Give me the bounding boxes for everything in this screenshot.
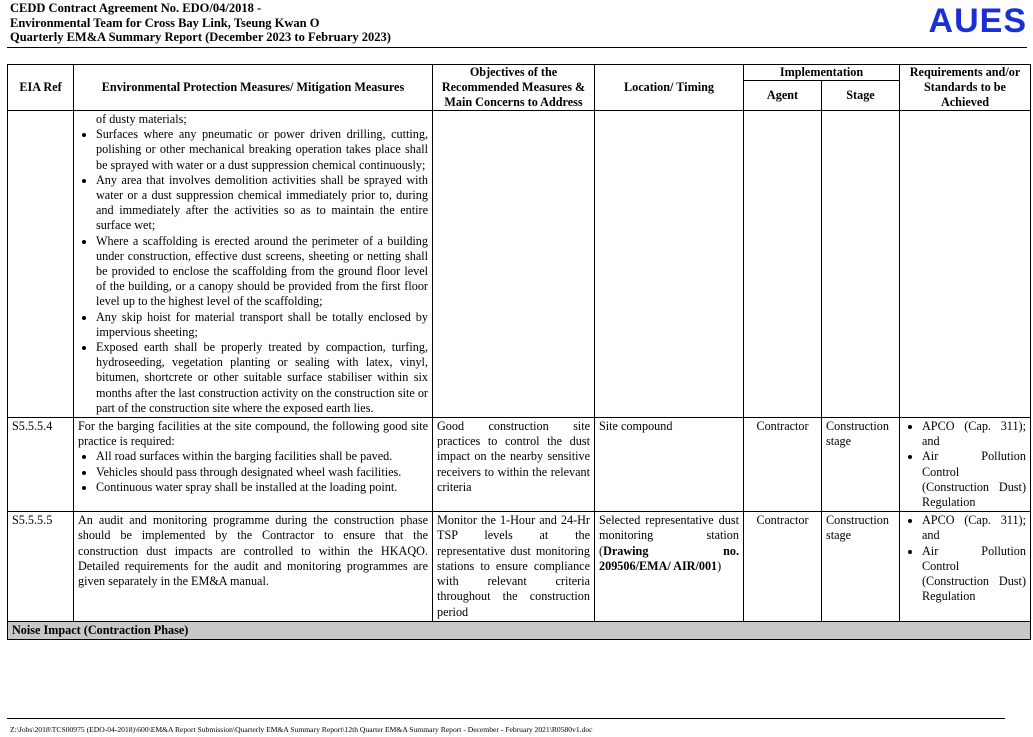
col-eia-ref: EIA Ref <box>8 65 74 111</box>
list-item: • Continuous water spray shall be installed at the loading point. <box>96 480 428 495</box>
list-item: • APCO (Cap. 311); and <box>922 419 1026 449</box>
file-path: Z:\Jobs\2018\TCS00975 (EDO-04-2018)\600\EM&A Report Submission\Quarterly EM&A Summary Report\12th Quarter EM&A Summary Report - December - February 2021\R0580v1.doc <box>10 725 593 734</box>
col-implementation: Implementation <box>744 65 900 81</box>
location-cell: Site compound <box>595 418 744 512</box>
list-item: • Surfaces where any pneumatic or power driven drilling, cutting, polishing or other mechanical breaking operation takes place shall be sprayed with water or a dust suppression chemical continuously; <box>96 127 428 173</box>
measure-intro: For the barging facilities at the site compound, the following good site practice is required: <box>78 419 428 449</box>
objective-cell: Good construction site practices to control the dust impact on the nearby sensitive receivers to within the relevant criteria <box>433 418 595 512</box>
col-location: Location/ Timing <box>595 65 744 111</box>
aues-logo: AUES <box>928 2 1027 40</box>
mitigation-measures-table <box>7 64 1031 640</box>
drawing-reference: Drawing no. 209506/EMA/ AIR/001 <box>599 543 739 573</box>
measures-cell <box>74 111 433 418</box>
list-item: • Any area that involves demolition activities shall be sprayed with water or a dust suppression chemical immediately prior to, during and immediately after the activities so as to maintain the entire surface wet; <box>96 173 428 234</box>
location-cell: Selected representative dust monitoring station (Drawing no. 209506/EMA/ AIR/001) <box>595 512 744 621</box>
list-item: • Air Pollution Control (Construction Dust) Regulation <box>922 544 1026 605</box>
list-item: • Air Pollution Control (Construction Dust) Regulation <box>922 449 1026 510</box>
section-header-noise <box>8 621 1031 639</box>
col-requirements: Requirements and/or Standards to be Achieved <box>900 65 1031 111</box>
team-line: Environmental Team for Cross Bay Link, Tseung Kwan O <box>10 15 320 30</box>
eia-ref-cell: S5.5.5.4 <box>8 418 74 512</box>
continued-text: of dusty materials; <box>96 112 187 126</box>
footer-divider <box>7 718 1005 719</box>
stage-cell: Construction stage <box>822 512 900 621</box>
stage-cell: Construction stage <box>822 418 900 512</box>
measures-cell <box>74 418 433 512</box>
list-item: • Vehicles should pass through designated wheel wash facilities. <box>96 465 428 480</box>
table-row-continued <box>8 111 1031 418</box>
report-title: Quarterly EM&A Summary Report (December 2023 to February 2023) <box>10 30 391 44</box>
measures-cell: An audit and monitoring programme during the construction phase should be implemented by the Contractor to ensure that the construction dust impacts are controlled to within the HKAQO. Detailed requirements for the audit and monitoring programmes are given separately in the EM&A manual. <box>74 512 433 621</box>
list-item: • APCO (Cap. 311); and <box>922 513 1026 543</box>
agent-cell: Contractor <box>744 418 822 512</box>
objective-cell: Monitor the 1-Hour and 24-Hr TSP levels at the representative dust monitoring stations to ensure compliance with relevant criteria throughout the construction period <box>433 512 595 621</box>
agent-cell: Contractor <box>744 512 822 621</box>
noise-section-title: Noise Impact (Contraction Phase) <box>8 621 1031 639</box>
eia-ref-cell: S5.5.5.5 <box>8 512 74 621</box>
list-item: • Any skip hoist for material transport shall be totally enclosed by impervious sheeting; <box>96 310 428 340</box>
table-row-s5555 <box>8 512 1031 621</box>
requirements-cell <box>900 512 1031 621</box>
header-divider <box>7 47 1027 48</box>
list-item: • All road surfaces within the barging facilities shall be paved. <box>96 449 428 464</box>
report-header <box>10 1 391 45</box>
requirements-cell <box>900 418 1031 512</box>
contract-line: CEDD Contract Agreement No. EDO/04/2018 - <box>10 1 262 15</box>
col-objectives: Objectives of the Recommended Measures & Main Concerns to Address <box>433 65 595 111</box>
col-measures: Environmental Protection Measures/ Mitigation Measures <box>74 65 433 111</box>
list-item: • Exposed earth shall be properly treated by compaction, turfing, hydroseeding, vegetation planting or sealing with latex, vinyl, bitumen, shortcrete or other suitable surface stabiliser within six months after the last construction activity on the construction site or part of the construction site where the exposed earth lies. <box>96 340 428 416</box>
col-agent: Agent <box>744 81 822 111</box>
list-item: • Where a scaffolding is erected around the perimeter of a building under construction, effective dust screens, sheeting or netting shall be provided to enclose the scaffolding from the ground floor level of the building, or a canopy should be provided from the first floor level up to the highest level of the scaffolding; <box>96 234 428 310</box>
table-row-s5554 <box>8 418 1031 512</box>
col-stage: Stage <box>822 81 900 111</box>
